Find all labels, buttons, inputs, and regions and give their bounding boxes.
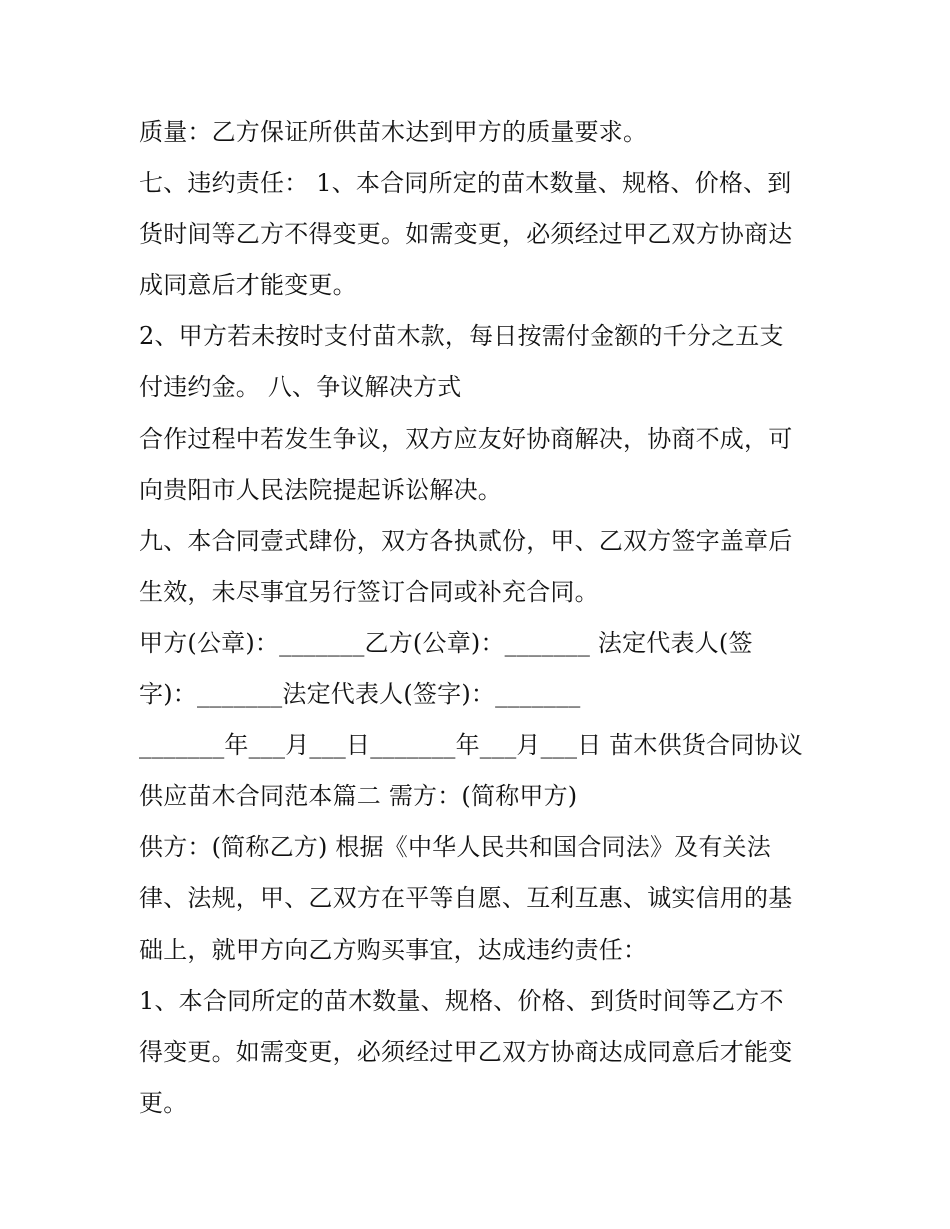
text-line: 货时间等乙方不得变更。如需变更，必须经过甲乙双方协商达 [139,220,793,249]
text-line: 律、法规，甲、乙双方在平等自愿、互利互惠、诚实信用的基 [139,884,793,913]
signature-line: 字)：_______法定代表人(签字)：_______ [139,680,581,709]
text-line: 生效，未尽事宜另行签订合同或补充合同。 [139,577,599,606]
text-line: 向贵阳市人民法院提起诉讼解决。 [139,475,502,504]
text-line: 1、本合同所定的苗木数量、规格、价格、到货时间等乙方不 [139,986,784,1015]
text-line: 质量：乙方保证所供苗木达到甲方的质量要求。 [139,118,648,146]
text-line: 础上，就甲方向乙方购买事宜，达成违约责任： [139,935,648,964]
text-line: 供方：(简称乙方) 根据《中华人民共和国合同法》及有关法 [139,833,771,862]
signature-line: 甲方(公章)：_______乙方(公章)：_______ 法定代表人(签 [139,628,753,657]
date-line: _______年___月___日_______年___月___日 苗木供货合同协议 [139,731,803,760]
document-body [139,107,829,1129]
text-line: 合作过程中若发生争议，双方应友好协商解决，协商不成，可 [139,424,793,453]
text-line: 九、本合同壹式肆份，双方各执贰份，甲、乙双方签字盖章后 [139,526,793,555]
text-line: 付违约金。 八、争议解决方式 [139,373,462,402]
text-line: 2、甲方若未按时支付苗木款，每日按需付金额的千分之五支 [139,322,784,351]
text-line: 供应苗木合同范本篇二 需方：(简称甲方) [139,782,578,811]
text-line: 得变更。如需变更，必须经过甲乙双方协商达成同意后才能变 [139,1037,793,1066]
text-line: 更。 [139,1088,188,1117]
text-line: 成同意后才能变更。 [139,271,357,300]
text-line: 七、违约责任： 1、本合同所定的苗木数量、规格、价格、到 [139,169,792,198]
